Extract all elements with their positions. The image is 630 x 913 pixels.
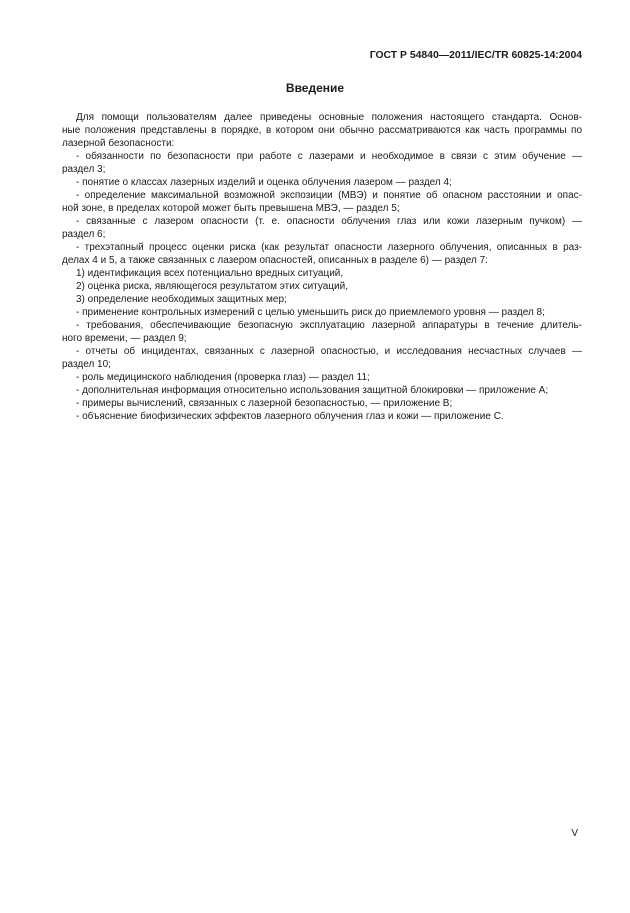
document-code-header: ГОСТ Р 54840—2011/IEC/TR 60825-14:2004 bbox=[369, 50, 582, 61]
text-line: - понятие о классах лазерных изделий и оценка облучения лазером — раздел 4; bbox=[76, 177, 452, 188]
text-line: - связанные с лазером опасности (т. е. опасности облучения глаз или кожи лазерным пучком) — bbox=[76, 216, 582, 227]
sub-list-item bbox=[62, 280, 582, 293]
sub-list-item bbox=[62, 267, 582, 280]
list-item bbox=[62, 397, 582, 410]
list-item bbox=[62, 319, 582, 345]
page-number: V bbox=[571, 828, 578, 839]
list-item bbox=[62, 189, 582, 215]
text-line: ного времени, — раздел 9; bbox=[62, 333, 187, 344]
text-line: - требования, обеспечивающие безопасную эксплуатацию лазерной аппаратуры в течение длитель- bbox=[76, 320, 582, 331]
list-item bbox=[62, 345, 582, 371]
text-line: делах 4 и 5, а также связанных с лазером опасностей, описанных в разделе 6) — раздел 7: bbox=[62, 255, 488, 266]
text-line: - отчеты об инцидентах, связанных с лазерной опасностью, и исследования несчастных случаев — bbox=[76, 346, 582, 357]
list-item bbox=[62, 150, 582, 176]
list-item bbox=[62, 410, 582, 423]
text-line: - обязанности по безопасности при работе с лазерами и необходимое в связи с этим обучение — bbox=[76, 151, 582, 162]
list-item bbox=[62, 384, 582, 397]
text-line: 2) оценка риска, являющегося результатом этих ситуаций, bbox=[76, 281, 348, 292]
document-body bbox=[62, 111, 582, 423]
list-item bbox=[62, 176, 582, 189]
sub-list-item bbox=[62, 293, 582, 306]
section-title: Введение bbox=[285, 81, 345, 95]
list-item bbox=[62, 241, 582, 267]
text-line: - применение контрольных измерений с целью уменьшить риск до приемлемого уровня — раздел 8; bbox=[76, 307, 545, 318]
text-line: раздел 3; bbox=[62, 164, 106, 175]
text-line: Для помощи пользователям далее приведены основные положения настоящего стандарта. Основ- bbox=[76, 112, 582, 123]
text-line: ной зоне, в пределах которой может быть превышена МВЭ, — раздел 5; bbox=[62, 203, 400, 214]
text-line: - определение максимальной возможной экспозиции (МВЭ) и понятие об опасном расстоянии и опас- bbox=[76, 190, 582, 201]
intro-paragraph bbox=[62, 111, 582, 150]
text-line: лазерной безопасности: bbox=[62, 138, 175, 149]
list-item bbox=[62, 371, 582, 384]
text-line: раздел 6; bbox=[62, 229, 106, 240]
list-item bbox=[62, 215, 582, 241]
text-line: - роль медицинского наблюдения (проверка глаз) — раздел 11; bbox=[76, 372, 370, 383]
text-line: 3) определение необходимых защитных мер; bbox=[76, 294, 287, 305]
text-line: 1) идентификация всех потенциально вредных ситуаций, bbox=[76, 268, 344, 279]
text-line: - дополнительная информация относительно использования защитной блокировки — приложение А; bbox=[76, 385, 549, 396]
list-item bbox=[62, 306, 582, 319]
text-line: - примеры вычислений, связанных с лазерной безопасностью, — приложение В; bbox=[76, 398, 453, 409]
text-line: ные положения представлены в порядке, в котором они обычно рассматриваются как часть программы по bbox=[62, 125, 582, 136]
text-line: - трехэтапный процесс оценки риска (как результат опасности лазерного облучения, описанных в раз- bbox=[76, 242, 582, 253]
text-line: - объяснение биофизических эффектов лазерного облучения глаз и кожи — приложение С. bbox=[76, 411, 504, 422]
text-line: раздел 10; bbox=[62, 359, 111, 370]
